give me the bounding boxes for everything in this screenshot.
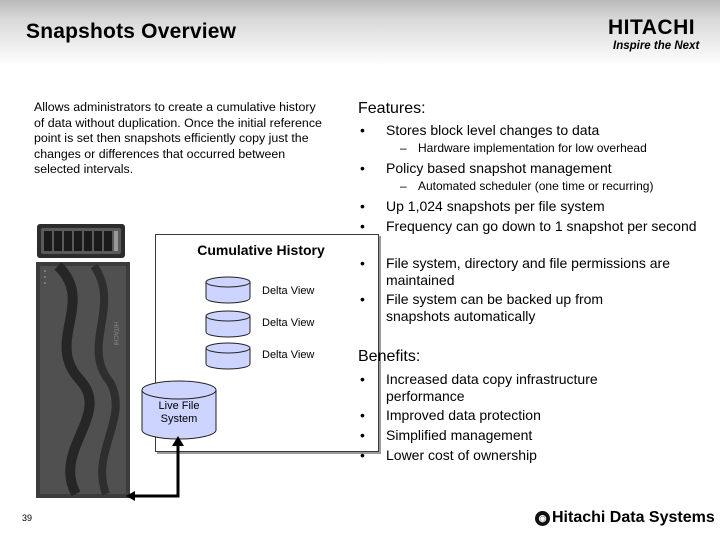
bullet-marker: •: [360, 427, 365, 443]
sub-bullet-marker: –: [400, 179, 407, 193]
page-title: Snapshots Overview: [26, 20, 237, 43]
logo-tagline: Inspire the Next: [613, 40, 700, 52]
bullet-marker: •: [360, 291, 365, 307]
feature-item: Policy based snapshot management: [386, 160, 612, 176]
live-file-system-label-line: System: [160, 413, 198, 425]
hitachi-symbol-icon: ◉: [535, 511, 550, 526]
bullet-marker: •: [360, 407, 365, 423]
bullet-marker: •: [360, 447, 365, 463]
feature-sub-item: Automated scheduler (one time or recurring): [418, 179, 654, 193]
footer-company-logo: [535, 509, 715, 527]
feature-sub-item: Hardware implementation for low overhead: [418, 141, 647, 155]
benefit-item: Lower cost of ownership: [386, 447, 537, 463]
delta-view-label: Delta View: [262, 317, 315, 329]
delta-view-cylinder-icon: [204, 342, 252, 372]
sub-bullet-marker: –: [400, 141, 407, 155]
live-file-system-label-line: Live File: [158, 400, 200, 412]
bullet-marker: •: [360, 160, 365, 176]
storage-cabinet-icon: [36, 262, 130, 498]
bullet-marker: •: [360, 198, 365, 214]
logo-wordmark: HITACHI: [608, 16, 696, 39]
snapshot-diagram: [36, 218, 346, 508]
delta-view-cylinder-icon: [204, 310, 252, 340]
bullet-marker: •: [360, 122, 365, 138]
svg-text:HITACHI: HITACHI: [112, 322, 118, 346]
bullet-marker: •: [360, 371, 365, 387]
connector-arrow: [126, 436, 186, 502]
description-text: Allows administrators to create a cumulative history of data without duplication. Once the initial reference point is set then snapshots efficiently copy just the changes or differences that occurred between selected intervals.: [34, 100, 322, 177]
bullet-marker: •: [360, 255, 365, 271]
feature-item: File system can be backed up from snapshots automatically: [386, 291, 604, 324]
feature-item: Frequency can go down to 1 snapshot per second: [386, 218, 697, 234]
benefit-item: Increased data copy infrastructure performance: [386, 371, 598, 404]
live-file-system-label: [140, 400, 218, 426]
cumulative-history-title: Cumulative History: [197, 242, 325, 258]
feature-item: File system, directory and file permissions are maintained: [386, 255, 670, 288]
feature-item: Up 1,024 snapshots per file system: [386, 198, 605, 214]
feature-item: Stores block level changes to data: [386, 122, 600, 138]
benefits-heading: Benefits:: [358, 348, 421, 365]
features-heading: Features:: [358, 100, 426, 117]
benefit-item: Improved data protection: [386, 407, 541, 423]
footer-company-name: Hitachi Data Systems: [552, 509, 715, 526]
delta-view-label: Delta View: [262, 285, 315, 297]
bullet-marker: •: [360, 218, 365, 234]
page-number: 39: [22, 513, 33, 523]
nas-head-unit-icon: [36, 220, 128, 260]
delta-view-label: Delta View: [262, 349, 315, 361]
hitachi-logo: [608, 14, 712, 56]
benefit-item: Simplified management: [386, 427, 533, 443]
delta-view-cylinder-icon: [204, 276, 252, 306]
